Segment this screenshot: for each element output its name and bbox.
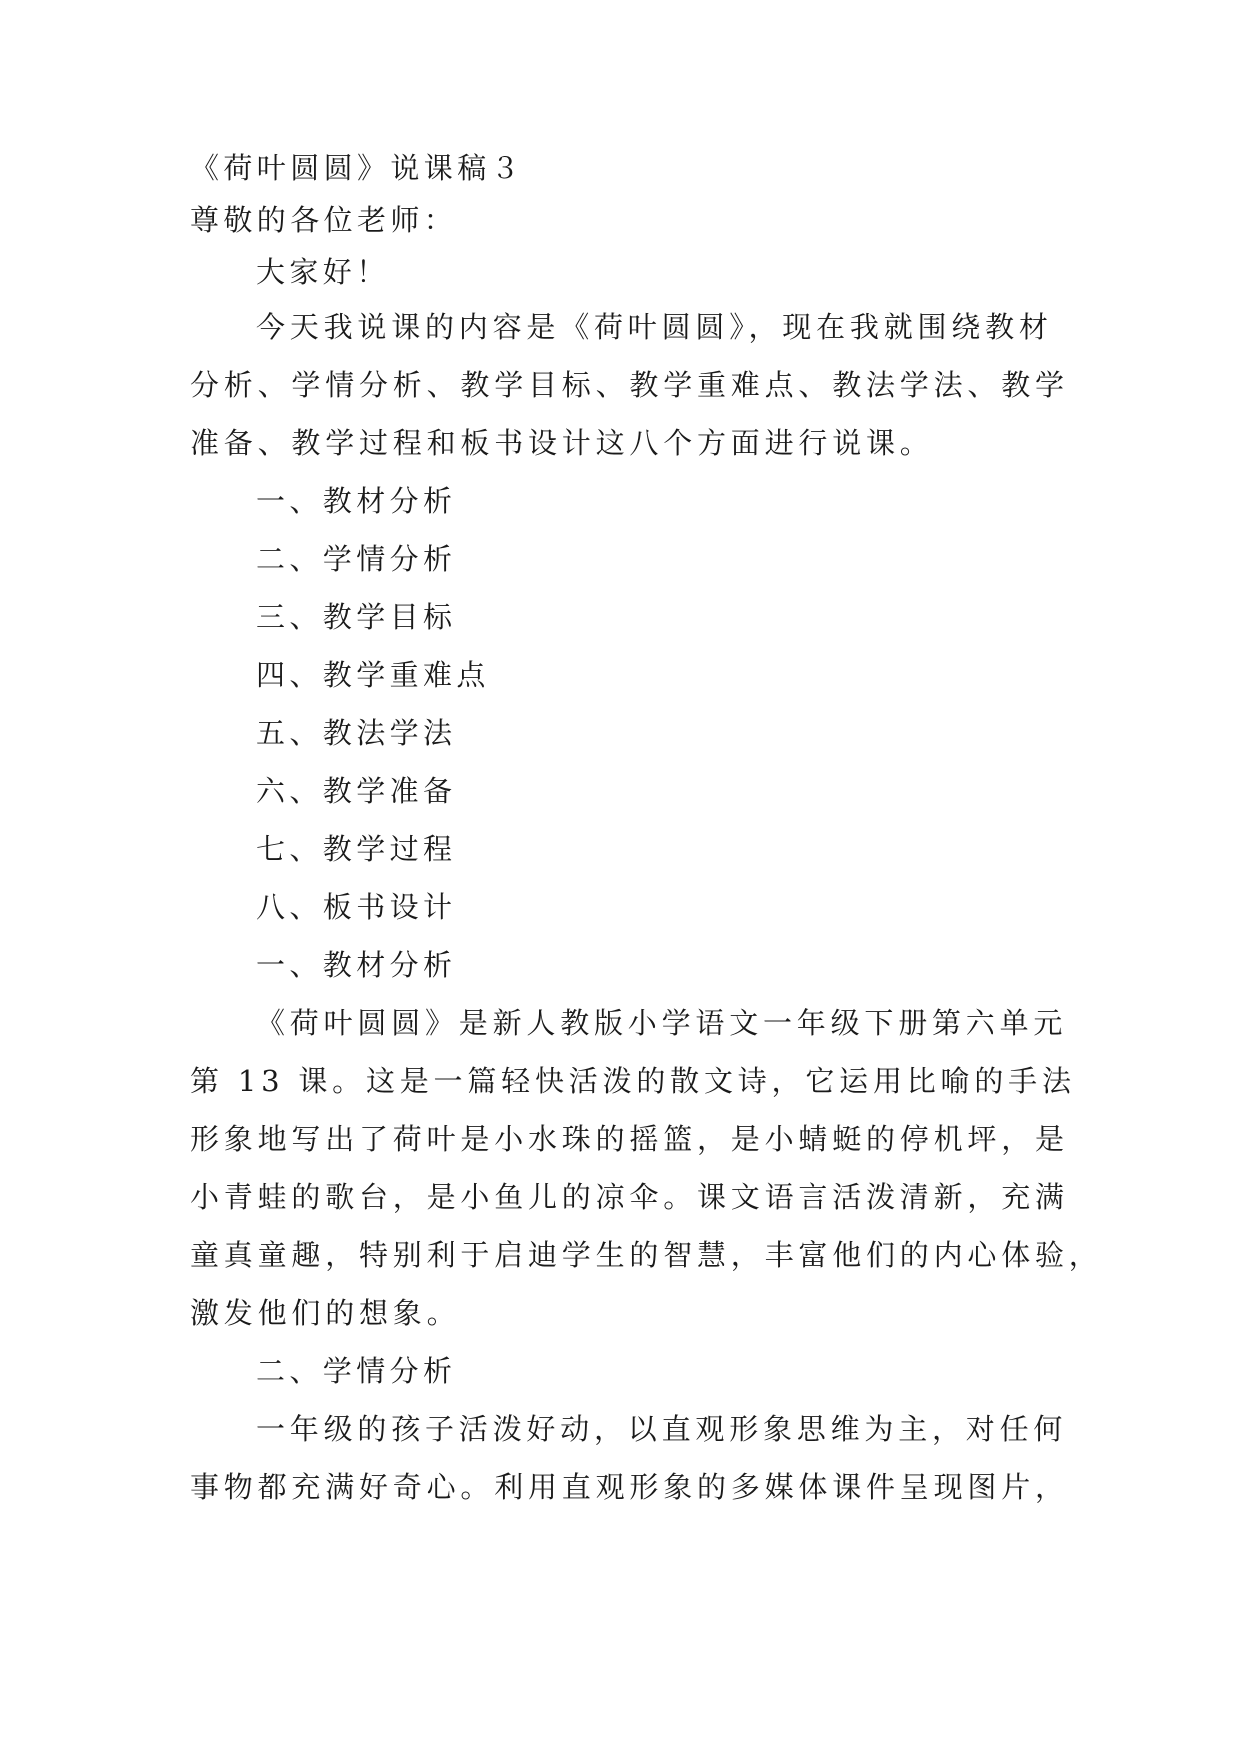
outline-item: 一、教材分析 (256, 484, 457, 518)
outline-item: 四、教学重难点 (256, 658, 490, 692)
outline-item: 七、教学过程 (256, 832, 457, 866)
document-title: 《荷叶圆圆》说课稿３ (190, 151, 525, 185)
outline-item: 二、学情分析 (256, 542, 457, 576)
paragraph-line: 小青蛙的歌台，是小鱼儿的凉伞。课文语言活泼清新，充满 (190, 1180, 1069, 1214)
paragraph-line: 激发他们的想象。 (190, 1296, 461, 1330)
paragraph-line: 童真童趣，特别利于启迪学生的智慧，丰富他们的内心体验， (190, 1238, 1103, 1272)
outline-item: 五、教法学法 (256, 716, 457, 750)
salutation: 尊敬的各位老师： (190, 203, 458, 237)
paragraph-line: 形象地写出了荷叶是小水珠的摇篮，是小蜻蜓的停机坪，是 (190, 1122, 1069, 1156)
intro-line: 今天我说课的内容是《荷叶圆圆》，现在我就围绕教材 (256, 310, 1053, 344)
outline-item: 八、板书设计 (256, 890, 457, 924)
intro-line: 准备、教学过程和板书设计这八个方面进行说课。 (190, 426, 934, 460)
intro-line: 分析、学情分析、教学目标、教学重难点、教法学法、教学 (190, 368, 1069, 402)
paragraph-line: 《荷叶圆圆》是新人教版小学语文一年级下册第六单元 (256, 1006, 1068, 1040)
paragraph-line: 第 13 课。这是一篇轻快活泼的散文诗，它运用比喻的手法 (190, 1064, 1076, 1098)
paragraph-line: 一年级的孩子活泼好动，以直观形象思维为主，对任何 (256, 1412, 1068, 1446)
greeting: 大家好！ (256, 255, 390, 289)
outline-item: 六、教学准备 (256, 774, 457, 808)
outline-item: 三、教学目标 (256, 600, 457, 634)
section-heading: 二、学情分析 (256, 1354, 457, 1388)
paragraph-line: 事物都充满好奇心。利用直观形象的多媒体课件呈现图片， (190, 1470, 1069, 1504)
section-heading: 一、教材分析 (256, 948, 457, 982)
